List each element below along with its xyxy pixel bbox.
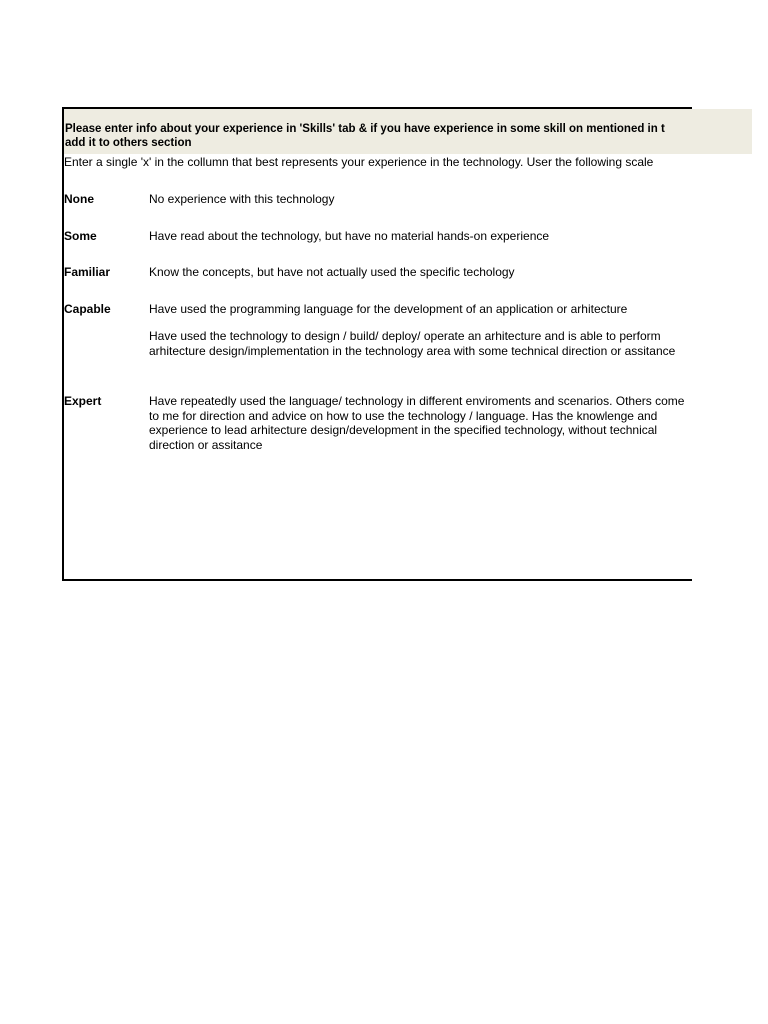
- level-description: No experience with this technology: [149, 192, 335, 206]
- level-label: Familiar: [64, 265, 111, 279]
- level-label: None: [64, 192, 94, 206]
- level-label: Capable: [64, 302, 111, 316]
- level-description: Have read about the technology, but have no material hands-on experience: [149, 229, 550, 243]
- level-description: Have used the programming language for the development of an application or arhitecture: [149, 302, 628, 316]
- level-description: Have used the technology to design / build/ deploy/ operate an arhitecture and is able to perform arhitecture design/implementation in the technology area with some technical direction or assitance: [149, 329, 676, 358]
- header-cell[interactable]: [64, 109, 690, 154]
- level-description: Know the concepts, but have not actually used the specific techology: [149, 265, 515, 279]
- header-line-2: add it to others section: [65, 136, 192, 149]
- header-text: [65, 123, 690, 150]
- level-label: Some: [64, 229, 97, 243]
- level-label: Expert: [64, 394, 102, 408]
- level-description: Have repeatedly used the language/ technology in different enviroments and scenarios. Others come to me for direction and advice on how to use the technology / language. Has the knowlenge and experience to lead arhitecture design/development in the specified technology, without technical direction or assitance: [149, 394, 685, 452]
- instruction-text[interactable]: Enter a single 'x' in the collumn that best represents your experience in the technology. User the following scale: [64, 155, 654, 169]
- header-line-1: Please enter info about your experience in 'Skills' tab & if you have experience in some skill on mentioned in t: [65, 123, 665, 135]
